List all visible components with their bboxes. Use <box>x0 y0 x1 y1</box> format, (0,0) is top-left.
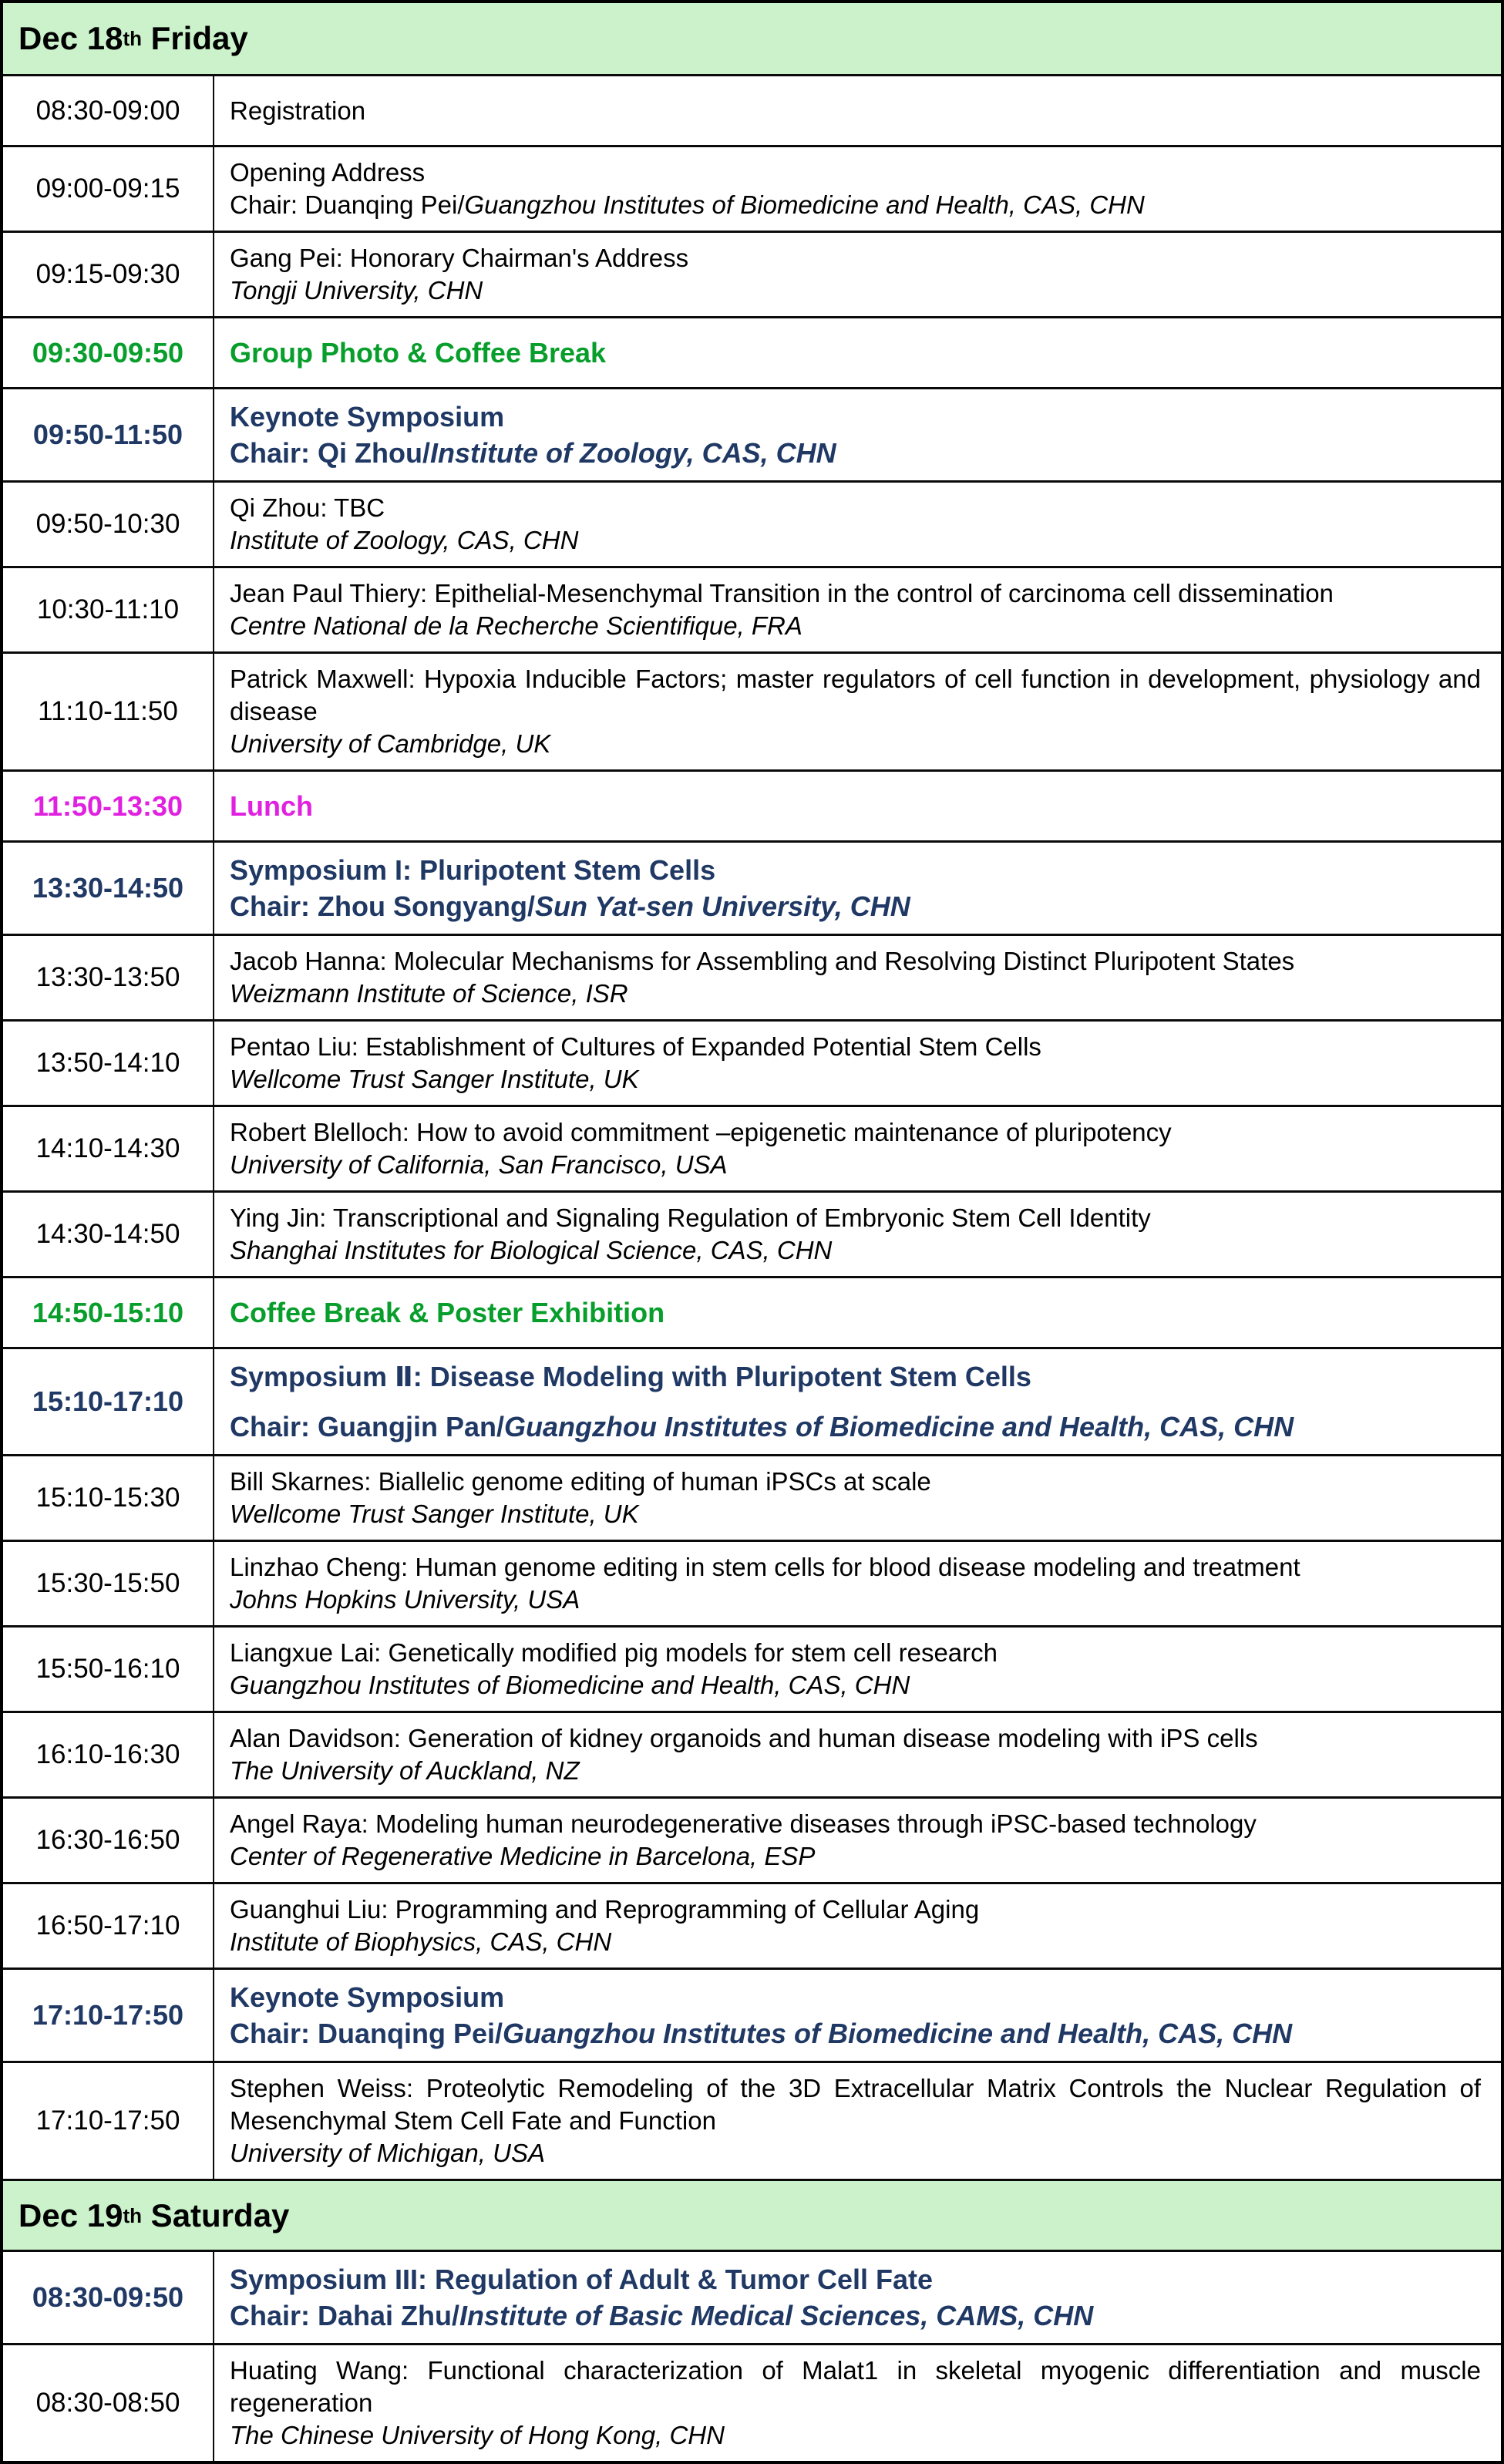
talk-title <box>230 852 1481 888</box>
session-row <box>3 1190 1501 1276</box>
institute-text: Guangzhou Institutes of Biomedicine and Health, CAS, CHN <box>503 2018 1293 2049</box>
session-details <box>214 1456 1501 1540</box>
session-row <box>3 316 1501 387</box>
institute-text: Weizmann Institute of Science, ISR <box>230 979 628 1008</box>
time-cell: 14:50-15:10 <box>3 1278 214 1347</box>
talk-title <box>230 1031 1481 1063</box>
institute-line <box>230 1063 1481 1096</box>
session-text: Guanghui Liu: Programming and Reprogramming of Cellular Aging <box>230 1895 980 1924</box>
talk-title <box>230 492 1481 524</box>
day-header: Dec 18 th Friday <box>3 3 1501 74</box>
institute-text: Wellcome Trust Sanger Institute, UK <box>230 1500 639 1528</box>
chair-line <box>230 435 1481 471</box>
session-details <box>214 1713 1501 1796</box>
session-text: Symposium III: Regulation of Adult & Tumor Cell Fate <box>230 2264 934 2295</box>
institute-text: Wellcome Trust Sanger Institute, UK <box>230 1065 639 1093</box>
session-row <box>3 74 1501 145</box>
talk-title <box>230 2072 1481 2137</box>
institute-text: Institute of Zoology, CAS, CHN <box>230 526 579 554</box>
institute-text: Johns Hopkins University, USA <box>230 1585 580 1614</box>
talk-title <box>230 1297 1481 1329</box>
institute-line <box>230 1584 1481 1616</box>
session-row <box>3 1625 1501 1711</box>
day-date: Dec 18 <box>19 20 123 56</box>
time-cell: 16:50-17:10 <box>3 1884 214 1967</box>
session-row <box>3 1796 1501 1882</box>
time-cell: 16:10-16:30 <box>3 1713 214 1796</box>
session-text: Gang Pei: Honorary Chairman's Address <box>230 244 689 272</box>
chair-line <box>230 888 1481 924</box>
session-row <box>3 840 1501 934</box>
session-row <box>3 1276 1501 1347</box>
session-text: Symposium Ⅱ: Disease Modeling with Pluripotent Stem Cells <box>230 1361 1031 1392</box>
talk-title <box>230 157 1481 189</box>
institute-line <box>230 1926 1481 1958</box>
session-text: Opening Address <box>230 158 426 187</box>
talk-title <box>230 337 1481 369</box>
session-details <box>214 568 1501 651</box>
time-cell: 09:00-09:15 <box>3 147 214 231</box>
session-details <box>214 843 1501 934</box>
time-cell: 14:10-14:30 <box>3 1107 214 1190</box>
session-row <box>3 2250 1501 2343</box>
session-row <box>3 145 1501 231</box>
session-details <box>214 1970 1501 2061</box>
time-cell: 09:50-11:50 <box>3 389 214 480</box>
session-row <box>3 934 1501 1019</box>
talk-title <box>230 399 1481 435</box>
session-text: Ying Jin: Transcriptional and Signaling Regulation of Embryonic Stem Cell Identity <box>230 1203 1151 1232</box>
talk-title <box>230 1979 1481 2015</box>
session-text: Chair: Qi Zhou/ <box>230 437 430 469</box>
session-row <box>3 231 1501 316</box>
session-text: Chair: Zhou Songyang/ <box>230 890 535 922</box>
institute-line <box>230 610 1481 642</box>
day-header: Dec 19 th Saturday <box>3 2179 1501 2250</box>
session-text: Linzhao Cheng: Human genome editing in stem cells for blood disease modeling and treatment <box>230 1553 1300 1581</box>
time-cell: 17:10-17:50 <box>3 1970 214 2061</box>
institute-text: The University of Auckland, NZ <box>230 1756 580 1785</box>
session-row <box>3 651 1501 769</box>
session-row <box>3 1454 1501 1540</box>
session-details <box>214 2345 1501 2461</box>
session-details <box>214 76 1501 145</box>
session-details <box>214 1628 1501 1711</box>
institute-text: Guangzhou Institutes of Biomedicine and Health, CAS, CHN <box>504 1411 1294 1442</box>
time-cell: 13:30-13:50 <box>3 936 214 1019</box>
institute-text: Institute of Zoology, CAS, CHN <box>429 437 836 469</box>
session-details <box>214 1884 1501 1967</box>
institute-text: Guangzhou Institutes of Biomedicine and Health, CAS, CHN <box>464 190 1145 219</box>
institute-line <box>230 1234 1481 1267</box>
time-cell: 15:50-16:10 <box>3 1628 214 1711</box>
session-details <box>214 318 1501 387</box>
session-text: Stephen Weiss: Proteolytic Remodeling of the 3D Extracellular Matrix Controls the Nuclear Regulation of Mesenchymal Stem Cell Fate and Function <box>230 2074 1481 2135</box>
talk-title <box>230 1358 1481 1395</box>
institute-text: Institute of Biophysics, CAS, CHN <box>230 1927 612 1956</box>
session-text: Registration <box>230 96 366 125</box>
day-name: Saturday <box>142 2196 290 2233</box>
institute-line <box>230 1755 1481 1787</box>
institute-text: University of Michigan, USA <box>230 2139 545 2167</box>
talk-title <box>230 1202 1481 1234</box>
institute-line <box>230 524 1481 557</box>
session-details <box>214 936 1501 1019</box>
institute-text: University of Cambridge, UK <box>230 729 551 758</box>
session-row <box>3 769 1501 840</box>
institute-text: Centre National de la Recherche Scientifique, FRA <box>230 611 802 640</box>
session-details <box>214 654 1501 769</box>
talk-title <box>230 1808 1481 1840</box>
session-text: Patrick Maxwell: Hypoxia Inducible Factors; master regulators of cell function in development, physiology and disease <box>230 665 1481 725</box>
session-row <box>3 1347 1501 1454</box>
time-cell: 08:30-08:50 <box>3 2345 214 2461</box>
talk-title <box>230 790 1481 823</box>
institute-line <box>230 978 1481 1010</box>
day-date: Dec 19 <box>19 2196 123 2233</box>
time-cell: 10:30-11:10 <box>3 568 214 651</box>
session-row <box>3 1105 1501 1190</box>
session-text: Jacob Hanna: Molecular Mechanisms for Assembling and Resolving Distinct Pluripotent States <box>230 947 1295 975</box>
session-text: Robert Blelloch: How to avoid commitment –epigenetic maintenance of pluripotency <box>230 1118 1172 1146</box>
time-cell: 15:10-17:10 <box>3 1349 214 1454</box>
time-cell: 09:30-09:50 <box>3 318 214 387</box>
session-details <box>214 1542 1501 1625</box>
session-details <box>214 147 1501 231</box>
talk-title <box>230 242 1481 274</box>
session-text: Huating Wang: Functional characterization of Malat1 in skeletal myogenic differentiation and muscle regeneration <box>230 2356 1481 2417</box>
session-details <box>214 1107 1501 1190</box>
session-row <box>3 1019 1501 1105</box>
session-row <box>3 1540 1501 1625</box>
talk-title <box>230 663 1481 728</box>
talk-title <box>230 1637 1481 1669</box>
talk-title <box>230 1893 1481 1926</box>
institute-line <box>230 1840 1481 1873</box>
talk-title <box>230 1722 1481 1755</box>
time-cell: 13:30-14:50 <box>3 843 214 934</box>
institute-text: Tongji University, CHN <box>230 276 483 305</box>
session-details <box>214 772 1501 840</box>
talk-title <box>230 1116 1481 1149</box>
institute-text: Institute of Basic Medical Sciences, CAMS, CHN <box>459 2300 1094 2331</box>
session-text: Qi Zhou: TBC <box>230 493 385 522</box>
session-text: Pentao Liu: Establishment of Cultures of Expanded Potential Stem Cells <box>230 1032 1041 1061</box>
session-details <box>214 2252 1501 2343</box>
institute-text: Center of Regenerative Medicine in Barcelona, ESP <box>230 1842 816 1870</box>
session-text: Group Photo & Coffee Break <box>230 336 607 369</box>
session-details <box>214 233 1501 316</box>
session-text: Alan Davidson: Generation of kidney organoids and human disease modeling with iPS cells <box>230 1724 1258 1752</box>
session-text: Chair: Guangjin Pan/ <box>230 1411 505 1442</box>
institute-line <box>230 1669 1481 1702</box>
time-cell: 08:30-09:00 <box>3 76 214 145</box>
session-details <box>214 1193 1501 1276</box>
institute-line <box>230 2419 1481 2452</box>
session-text: Chair: Duanqing Pei/ <box>230 190 465 219</box>
institute-text: Shanghai Institutes for Biological Science, CAS, CHN <box>230 1236 833 1264</box>
time-cell: 09:15-09:30 <box>3 233 214 316</box>
session-details <box>214 1349 1501 1454</box>
session-text: Chair: Duanqing Pei/ <box>230 2018 503 2049</box>
session-details <box>214 1278 1501 1347</box>
talk-title <box>230 1466 1481 1498</box>
talk-title <box>230 2261 1481 2297</box>
institute-line <box>230 274 1481 307</box>
session-row <box>3 2061 1501 2179</box>
session-details <box>214 389 1501 480</box>
time-cell: 08:30-09:50 <box>3 2252 214 2343</box>
chair-line <box>230 1409 1481 1445</box>
chair-line <box>230 2297 1481 2334</box>
session-row <box>3 387 1501 480</box>
time-cell: 15:10-15:30 <box>3 1456 214 1540</box>
talk-title <box>230 95 1481 127</box>
talk-title <box>230 577 1481 610</box>
talk-title <box>230 1551 1481 1584</box>
session-text: Keynote Symposium <box>230 1981 505 2013</box>
session-row <box>3 566 1501 651</box>
session-details <box>214 2063 1501 2179</box>
talk-title <box>230 945 1481 978</box>
institute-line <box>230 2137 1481 2169</box>
session-text: Bill Skarnes: Biallelic genome editing of human iPSCs at scale <box>230 1467 931 1496</box>
time-cell: 13:50-14:10 <box>3 1022 214 1105</box>
session-text: Chair: Dahai Zhu/ <box>230 2300 460 2331</box>
time-cell: 17:10-17:50 <box>3 2063 214 2179</box>
institute-line <box>230 1498 1481 1530</box>
time-cell: 14:30-14:50 <box>3 1193 214 1276</box>
institute-line <box>230 728 1481 760</box>
session-text: Keynote Symposium <box>230 401 505 433</box>
session-row <box>3 1882 1501 1967</box>
session-row <box>3 2343 1501 2461</box>
session-row <box>3 1711 1501 1796</box>
institute-text: The Chinese University of Hong Kong, CHN <box>230 2421 725 2449</box>
session-text: Lunch <box>230 789 313 822</box>
talk-title <box>230 2355 1481 2419</box>
institute-line <box>230 1149 1481 1181</box>
session-details <box>214 1799 1501 1882</box>
session-row <box>3 480 1501 566</box>
chair-line <box>230 2015 1481 2052</box>
session-text: Jean Paul Thiery: Epithelial-Mesenchymal Transition in the control of carcinoma cell dissemination <box>230 579 1334 608</box>
session-details <box>214 483 1501 566</box>
session-row <box>3 1967 1501 2061</box>
time-cell: 11:50-13:30 <box>3 772 214 840</box>
time-cell: 09:50-10:30 <box>3 483 214 566</box>
institute-text: University of California, San Francisco, USA <box>230 1150 728 1179</box>
session-text: Angel Raya: Modeling human neurodegenerative diseases through iPSC-based technology <box>230 1809 1257 1838</box>
time-cell: 11:10-11:50 <box>3 654 214 769</box>
session-text: Coffee Break & Poster Exhibition <box>230 1296 665 1328</box>
day-name: Friday <box>142 20 248 56</box>
session-details <box>214 1022 1501 1105</box>
session-text: Liangxue Lai: Genetically modified pig models for stem cell research <box>230 1638 998 1667</box>
time-cell: 16:30-16:50 <box>3 1799 214 1882</box>
institute-text: Sun Yat-sen University, CHN <box>534 890 910 922</box>
institute-text: Guangzhou Institutes of Biomedicine and Health, CAS, CHN <box>230 1671 910 1699</box>
session-text: Symposium I: Pluripotent Stem Cells <box>230 854 716 886</box>
chair-line <box>230 189 1481 221</box>
time-cell: 15:30-15:50 <box>3 1542 214 1625</box>
